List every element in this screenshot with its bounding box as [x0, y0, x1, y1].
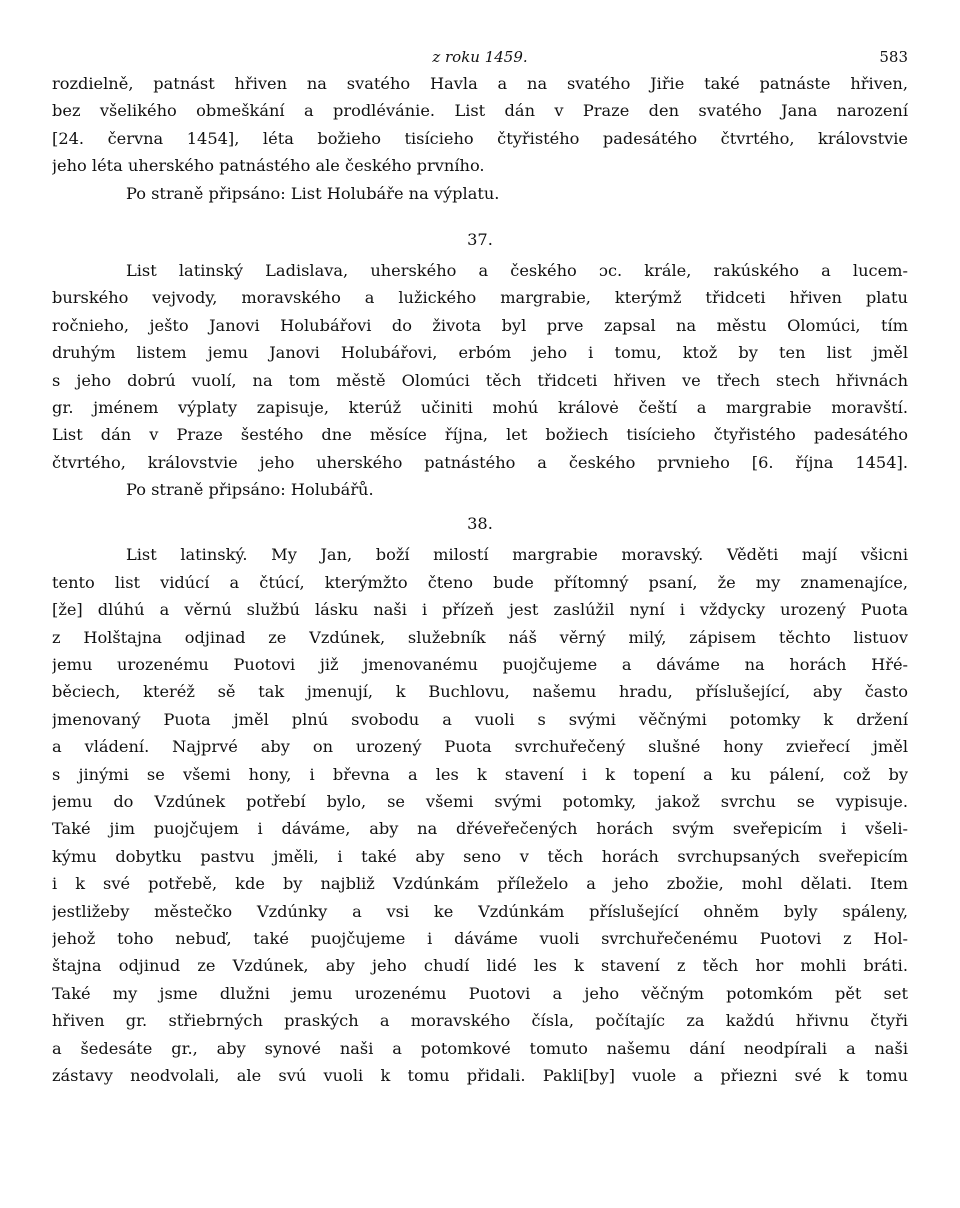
page-header: [52, 40, 908, 70]
section-38-paragraph: [52, 541, 908, 1089]
text-line: List dán v Praze šestého dne měsíce října, let božiech tisícieho čtyřistého padesátého: [52, 425, 908, 445]
running-head: z roku 1459.: [432, 48, 528, 66]
document-page: [52, 40, 908, 1089]
text-line: burského vejvody, moravského a lužického margrabie, kterýmž třidceti hřiven platu: [52, 288, 908, 308]
text-line: jestližeby městečko Vzdúnky a vsi ke Vzdúnkám příslušející ohněm byly spáleny,: [52, 901, 908, 921]
text-line: Také jim puojčujem i dáváme, aby na dřéveřečených horách svým sveřepicím i všeli-: [52, 819, 908, 839]
section-number-37: 37.: [467, 229, 493, 249]
text-line: s jeho dobrú vuolí, na tom městě Olomúci těch třidceti hřiven ve třech stech hřivnách: [52, 370, 908, 390]
intro-paragraph: [52, 70, 908, 180]
text-line: zástavy neodvolali, ale svú vuoli k tomu přidali. Pakli[by] vuole a přiezni své k tomu: [52, 1065, 908, 1085]
text-line: s jinými se všemi hony, i břevna a les k stavení i k topení a ku pálení, což by: [52, 764, 908, 784]
text-line: jemu urozenému Puotovi již jmenovanému puojčujeme a dáváme na horách Hřé-: [52, 655, 908, 675]
text-line: čtvrtého, královstvie jeho uherského patnástého a českého prvnieho [6. října 1454].: [52, 452, 908, 472]
text-line: jemu do Vzdúnek potřebí bylo, se všemi svými potomky, jakož svrchu se vypisuje.: [52, 791, 908, 811]
text-line: ročnieho, ješto Janovi Holubářovi do života byl prve zapsal na městu Olomúci, tím: [52, 315, 908, 335]
page-number: 583: [879, 48, 908, 66]
text-line: štajna odjinud ze Vzdúnek, aby jeho chudí lidé les k stavení z těch hor mohli bráti.: [52, 956, 908, 976]
text-line: běciech, kteréž sě tak jmenují, k Buchlovu, našemu hradu, příslušející, aby často: [52, 682, 908, 702]
section-37-paragraph: [52, 257, 908, 476]
text-line: a šedesáte gr., aby synové naši a potomkové tomuto našemu dání neodpírali a naši: [52, 1038, 908, 1058]
text-line: hřiven gr. střiebrných praských a moravského čísla, počítajíc za každú hřivnu čtyři: [52, 1011, 908, 1031]
text-line: tento list vidúcí a čtúcí, kterýmžto čteno bude přítomný psaní, že my znamenajíce,: [52, 572, 908, 592]
text-line: jmenovaný Puota jměl plnú svobodu a vuoli s svými věčnými potomky k držení: [52, 709, 908, 729]
text-line: a vládení. Najprvé aby on urozený Puota svrchuřečený slušné hony zvieřecí jměl: [52, 737, 908, 757]
text-line: gr. jménem výplaty zapisuje, kterúž učiniti mohú královė čeští a margrabie moravští.: [52, 397, 908, 417]
text-line: bez všelikého obmeškání a prodlévánie. List dán v Praze den svatého Jana narození: [52, 101, 908, 121]
text-line: jehož toho nebuď, také puojčujeme i dáváme vuoli svrchuřečenému Puotovi z Hol-: [52, 928, 908, 948]
margin-note: Po straně připsáno: Holubářů.: [126, 480, 374, 500]
section-number-38: 38.: [467, 514, 493, 534]
text-line: druhým listem jemu Janovi Holubářovi, erbóm jeho i tomu, ktož by ten list jměl: [52, 343, 908, 363]
text-line: List latinský. My Jan, boží milostí margrabie moravský. Věděti mají všicni: [126, 545, 908, 565]
text-line: z Holštajna odjinad ze Vzdúnek, služebník náš věrný milý, zápisem těchto listuov: [52, 627, 908, 647]
margin-note: Po straně připsáno: List Holubáře na výplatu.: [126, 183, 500, 203]
text-line: rozdielně, patnást hřiven na svatého Havla a na svatého Jiřie také patnáste hřiven,: [52, 74, 908, 93]
text-line: List latinský Ladislava, uherského a českého ɔc. krále, rakúského a lucem-: [126, 260, 908, 280]
text-line: jeho léta uherského patnástého ale českého prvního.: [52, 156, 485, 176]
text-line: i k své potřebě, kde by najbliž Vzdúnkám příleželo a jeho zbožie, mohl dělati. Item: [52, 874, 908, 894]
text-line: [24. června 1454], léta božieho tisícieho čtyřistého padesátého čtvrtého, královstvie: [52, 128, 908, 148]
text-line: kýmu dobytku pastvu jměli, i také aby seno v těch horách svrchupsaných sveřepicím: [52, 846, 908, 866]
text-line: [že] dlúhú a věrnú službú lásku naši i přízeň jest zaslúžil nyní i vždycky urozený Puota: [52, 600, 908, 620]
text-line: Také my jsme dlužni jemu urozenému Puotovi a jeho věčným potomkóm pět set: [52, 983, 908, 1003]
